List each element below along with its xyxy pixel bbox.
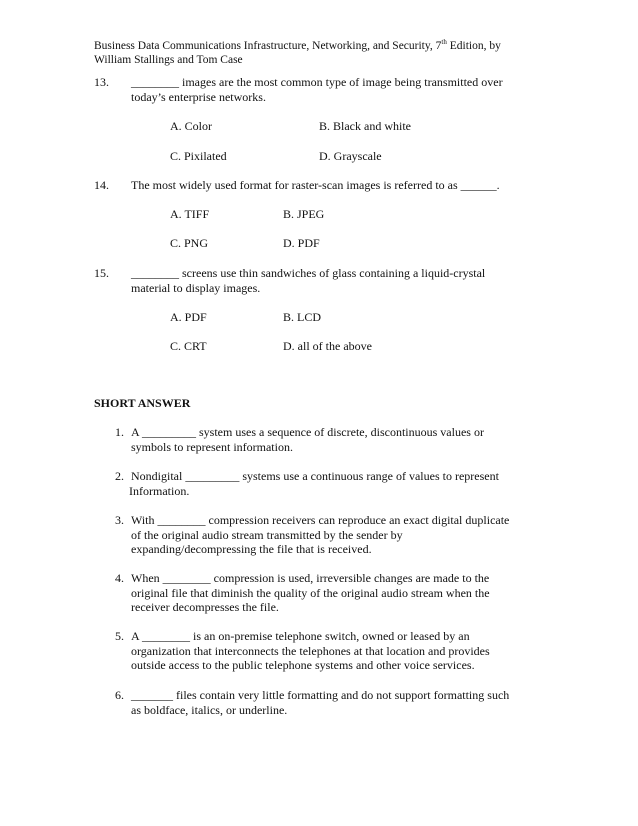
choice-d: D. PDF [283, 236, 320, 250]
choice-d: D. Grayscale [319, 149, 382, 163]
question-text: The most widely used format for raster-scan images is referred to as ______. [131, 178, 500, 192]
short-answer-text: receiver decompresses the file. [131, 600, 279, 614]
short-answer-text: Information. [129, 484, 190, 498]
short-answer-text: expanding/decompressing the file that is received. [131, 542, 372, 556]
short-answer-number: 4. [115, 571, 124, 585]
short-answer-number: 3. [115, 513, 124, 527]
short-answer-number: 1. [115, 425, 124, 439]
short-answer-number: 5. [115, 629, 124, 643]
choice-b: B. JPEG [283, 207, 325, 221]
question-number: 13. [94, 75, 109, 89]
choice-c: C. PNG [170, 236, 209, 250]
choice-c: C. Pixilated [170, 149, 227, 163]
section-heading: SHORT ANSWER [94, 396, 191, 410]
question-text: today’s enterprise networks. [131, 90, 266, 104]
short-answer-text: A _________ system uses a sequence of discrete, discontinuous values or [131, 425, 484, 439]
short-answer-text: When ________ compression is used, irreversible changes are made to the [131, 571, 490, 585]
short-answer-text: A ________ is an on-premise telephone switch, owned or leased by an [131, 629, 470, 643]
choice-d: D. all of the above [283, 339, 372, 353]
choice-a: A. TIFF [170, 207, 210, 221]
short-answer-number: 6. [115, 688, 124, 702]
question-text: ________ screens use thin sandwiches of glass containing a liquid-crystal [131, 266, 486, 280]
choice-b: B. Black and white [319, 119, 411, 133]
document-header-line2: William Stallings and Tom Case [94, 54, 243, 66]
short-answer-text: of the original audio stream transmitted by the sender by [131, 528, 403, 542]
choice-a: A. PDF [170, 310, 207, 324]
question-text: ________ images are the most common type of image being transmitted over [131, 75, 503, 89]
short-answer-text: as boldface, italics, or underline. [131, 703, 288, 717]
document-header-line1: Business Data Communications Infrastructure, Networking, and Security, 7th Edition, by [94, 38, 501, 52]
short-answer-number: 2. [115, 469, 124, 483]
short-answer-text: Nondigital _________ systems use a continuous range of values to represent [131, 469, 499, 483]
short-answer-text: organization that interconnects the telephones at that location and provides [131, 644, 490, 658]
question-number: 15. [94, 266, 109, 280]
choice-a: A. Color [170, 119, 212, 133]
short-answer-text: symbols to represent information. [131, 440, 293, 454]
question-text: material to display images. [131, 281, 261, 295]
short-answer-text: original file that diminish the quality of the original audio stream when the [131, 586, 490, 600]
choice-b: B. LCD [283, 310, 322, 324]
short-answer-text: With ________ compression receivers can reproduce an exact digital duplicate [131, 513, 510, 527]
choice-c: C. CRT [170, 339, 207, 353]
short-answer-text: outside access to the public telephone systems and other voice services. [131, 658, 475, 672]
short-answer-text: _______ files contain very little formatting and do not support formatting such [131, 688, 510, 702]
question-number: 14. [94, 178, 109, 192]
